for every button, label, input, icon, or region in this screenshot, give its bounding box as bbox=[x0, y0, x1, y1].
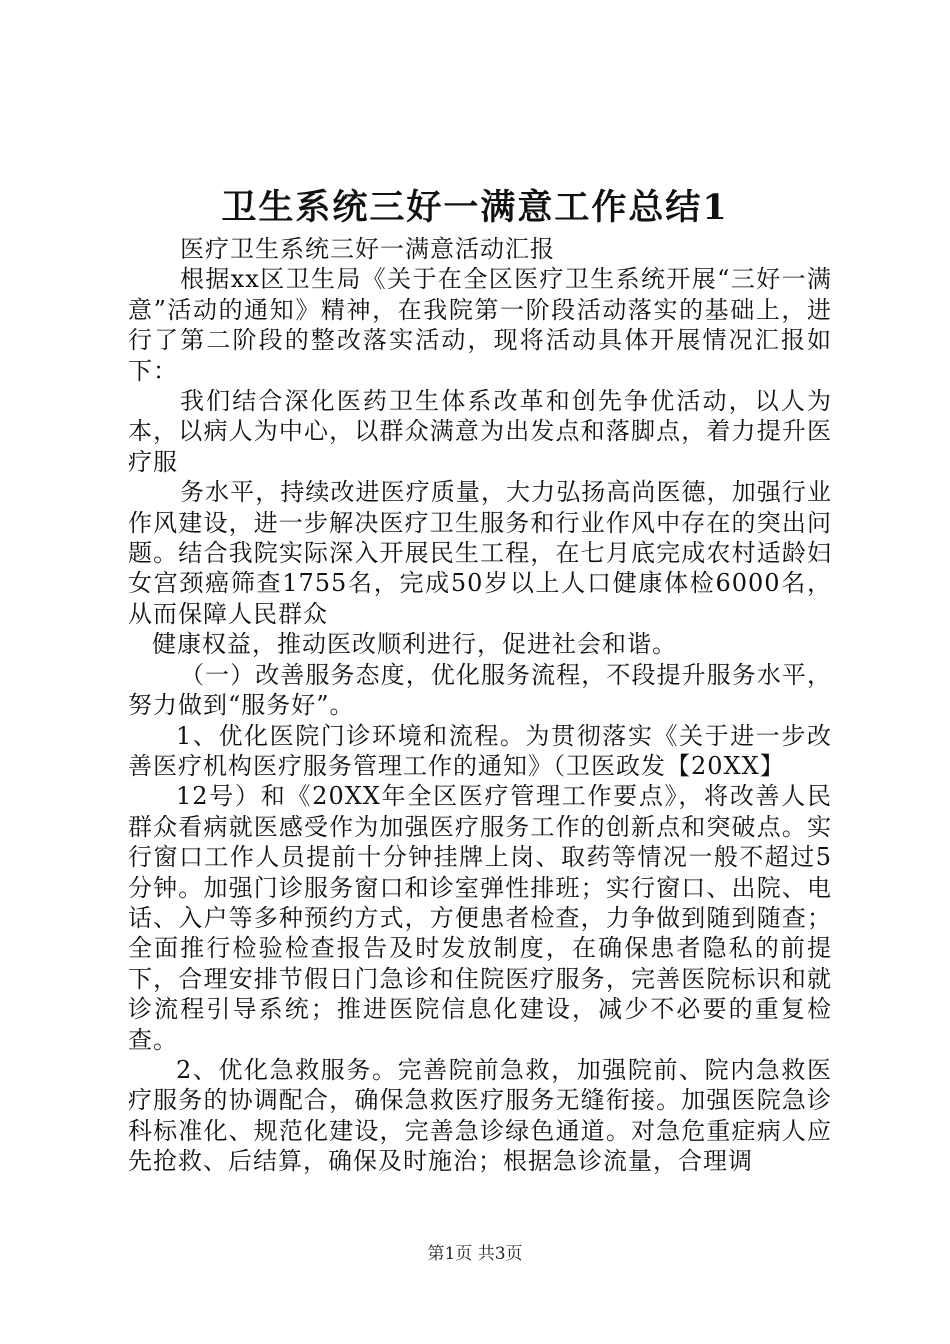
paragraph-overview-continued: 务水平，持续改进医疗质量，大力弘扬高尚医德，加强行业作风建设，进一步解决医疗卫生服务和行业作风中存在的突出问题。结合我院实际深入开展民生工程，在七月底完成农村适龄妇女宫颈癌筛查1755名，完成50岁以上人口健康体检6000名，从而保障人民群众 bbox=[128, 478, 832, 628]
document-body bbox=[128, 234, 832, 1177]
page-number-footer: 第1页 共3页 bbox=[427, 1244, 523, 1264]
paragraph-overview-end: 健康权益，推动医改顺利进行，促进社会和谐。 bbox=[152, 630, 677, 659]
paragraph-item-two: 2、优化急救服务。完善院前急救，加强院前、院内急救医疗服务的协调配合，确保急救医疗服务无缝衔接。加强医院急诊科标准化、规范化建设，完善急诊绿色通道。对急危重症病人应先抢救、后结算，确保及时施治；根据急诊流量，合理调 bbox=[128, 1055, 832, 1176]
paragraph-section-one-heading: （一）改善服务态度，优化服务流程，不段提升服务水平，努力做到“服务好”。 bbox=[128, 660, 832, 720]
paragraph-intro: 根据xx区卫生局《关于在全区医疗卫生系统开展“三好一满意”活动的通知》精神，在我院第一阶段活动落实的基础上，进行了第二阶段的整改落实活动，现将活动具体开展情况汇报如下： bbox=[128, 265, 832, 385]
paragraph-item-one-continued: 12号）和《20XX年全区医疗管理工作要点》，将改善人民群众看病就医感受作为加强医疗服务工作的创新点和突破点。实行窗口工作人员提前十分钟挂牌上岗、取药等情况一般不超过5分钟。加强门诊服务窗口和诊室弹性排班；实行窗口、出院、电话、入户等多种预约方式，方便患者检查，力争做到随到随查；全面推行检验检查报告及时发放制度，在确保患者隐私的前提下，合理安排节假日门急诊和住院医疗服务，完善医院标识和就诊流程引导系统；推进医院信息化建设，减少不必要的重复检查。 bbox=[128, 782, 832, 1054]
document-title: 卫生系统三好一满意工作总结1 bbox=[221, 187, 729, 228]
paragraph-subtitle: 医疗卫生系统三好一满意活动汇报 bbox=[180, 235, 555, 263]
paragraph-overview: 我们结合深化医药卫生体系改革和创先争优活动，以人为本，以病人为中心，以群众满意为出发点和落脚点，着力提升医疗服 bbox=[128, 387, 832, 476]
paragraph-item-one: 1、优化医院门诊环境和流程。为贯彻落实《关于进一步改善医疗机构医疗服务管理工作的通知》（卫医政发【20XX】 bbox=[128, 721, 832, 780]
